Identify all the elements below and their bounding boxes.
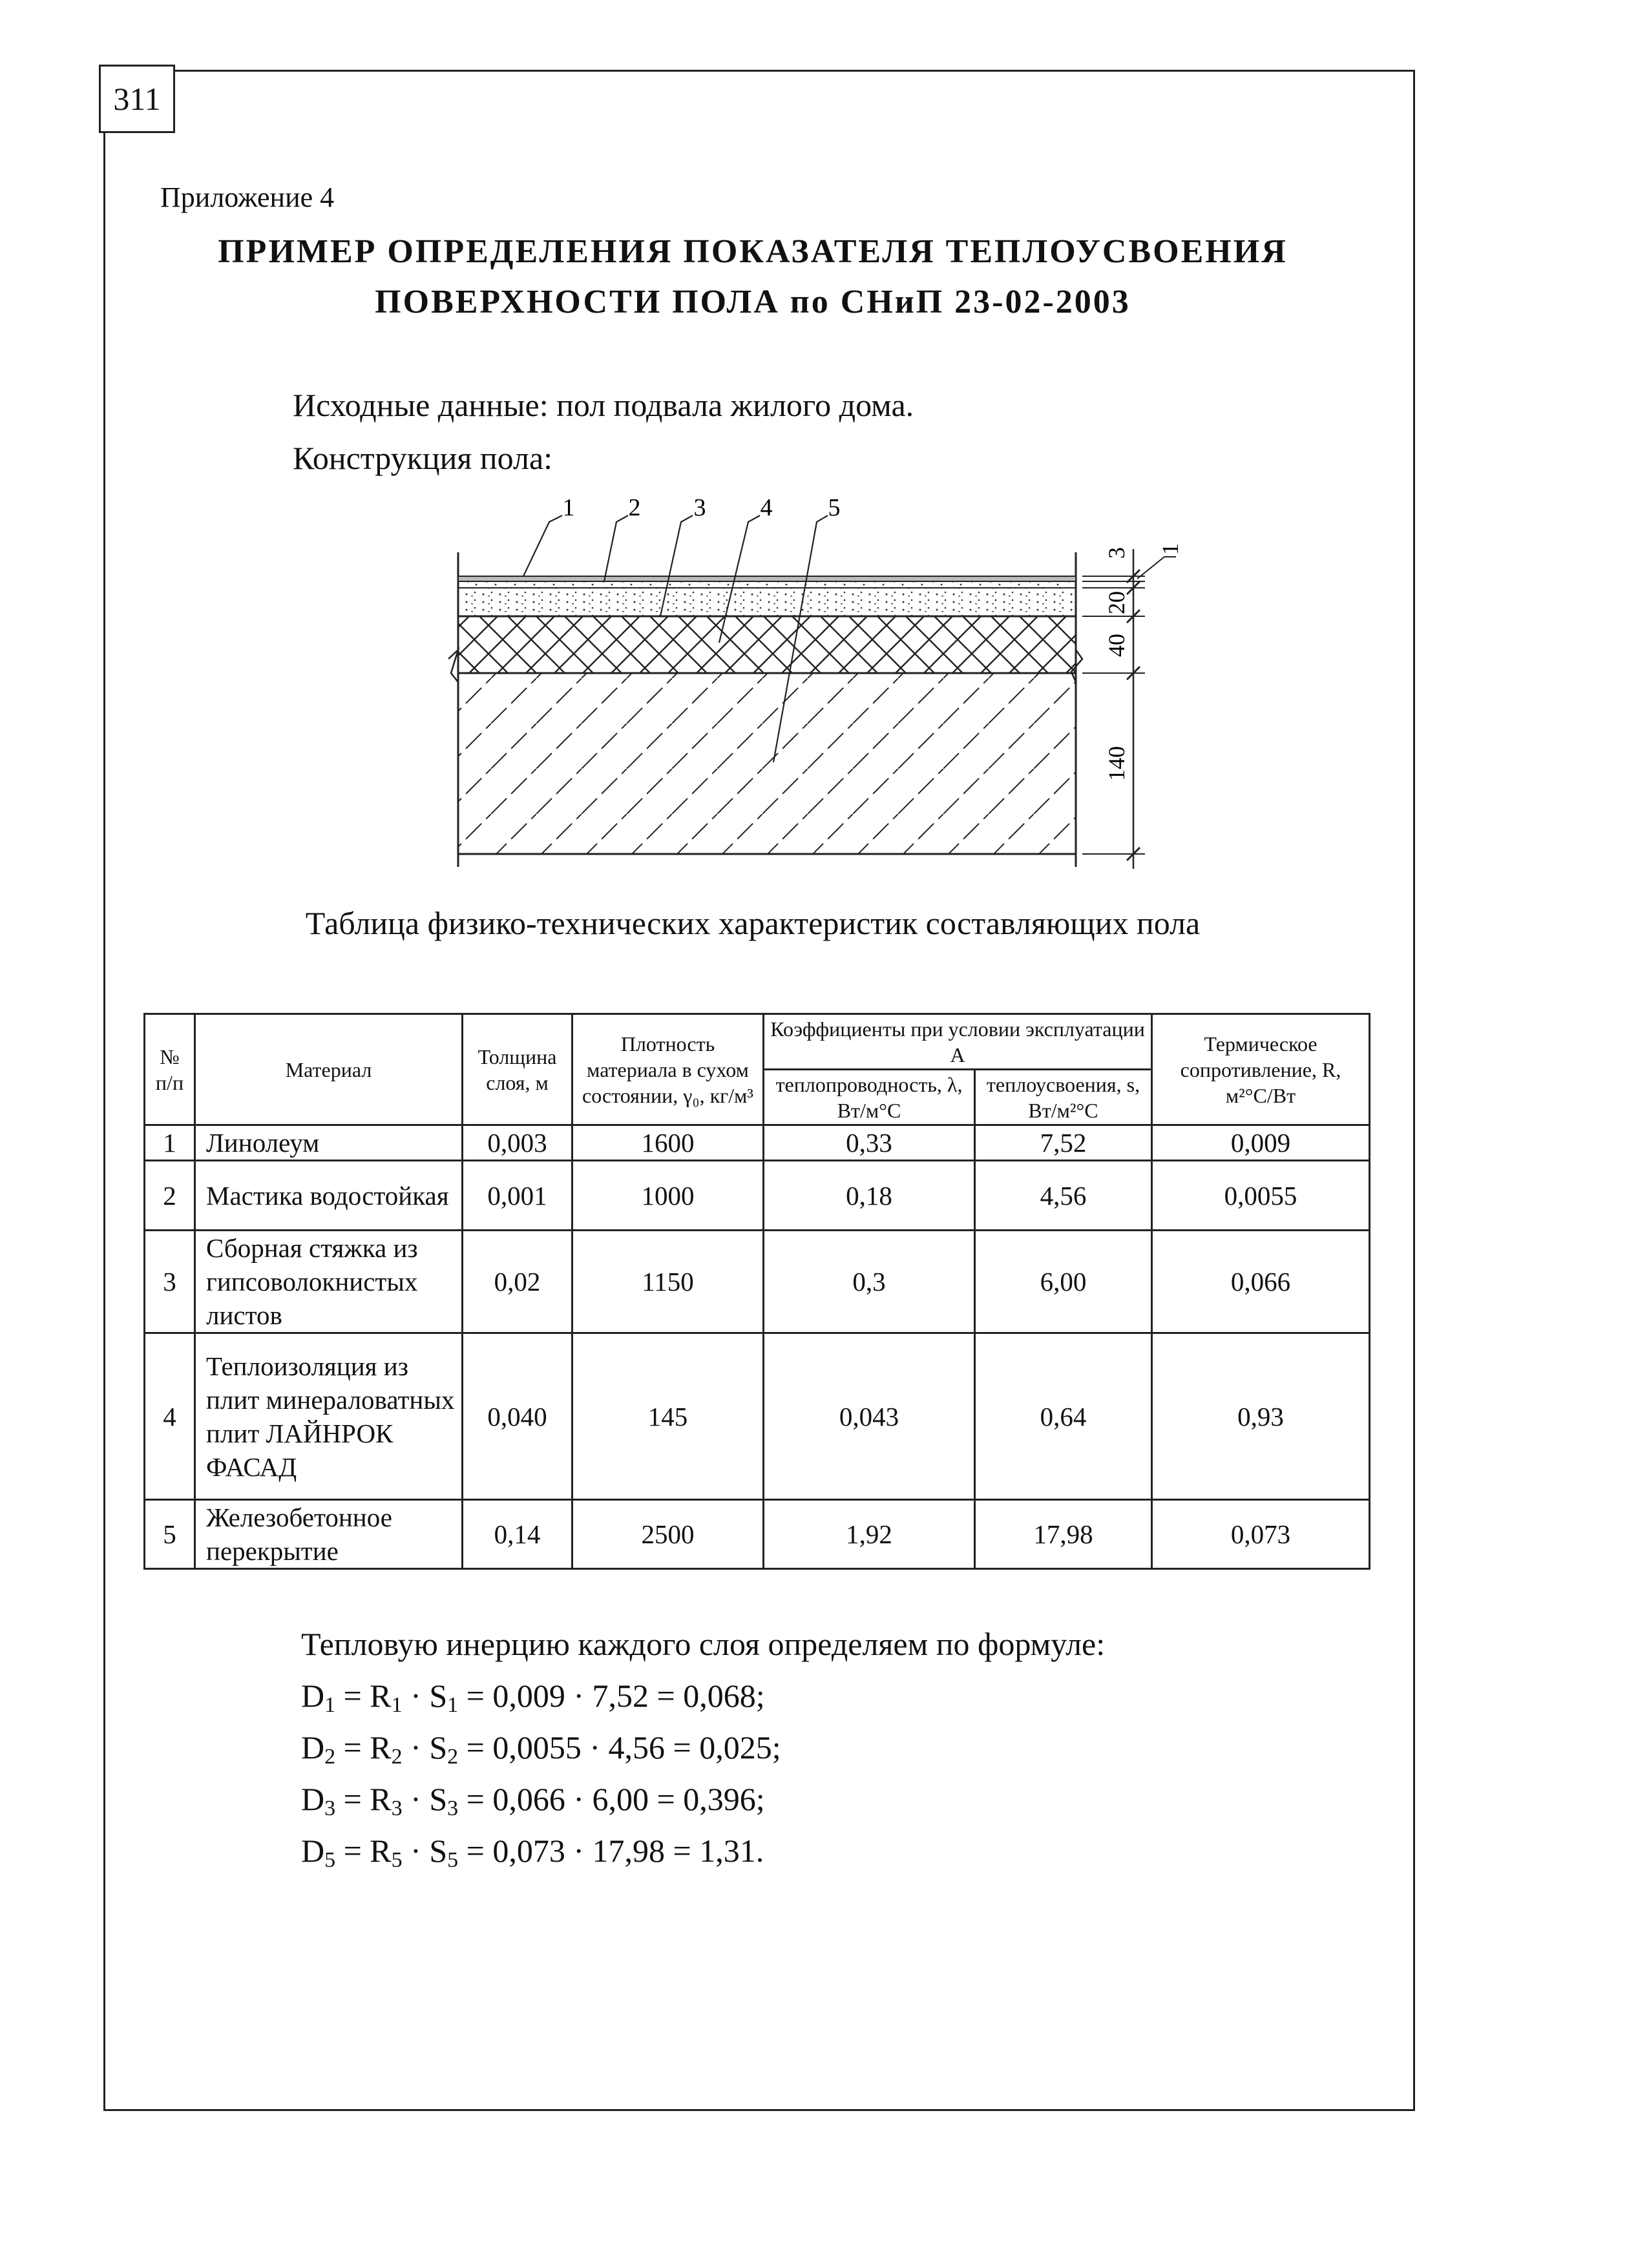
cell-conductivity: 0,043 — [764, 1333, 975, 1500]
dim-label-20: 20 — [1104, 591, 1129, 614]
cell-resistance: 0,009 — [1152, 1125, 1370, 1161]
cell-density: 1000 — [572, 1161, 764, 1231]
cell-density: 145 — [572, 1333, 764, 1500]
formula-line: $D_2 = R_2 \cdot S_2 = 0,0055 \cdot 4,56 = 0,025$; — [301, 1729, 781, 1769]
cell-thickness: 0,003 — [463, 1125, 572, 1161]
cell-resistance: 0,066 — [1152, 1231, 1370, 1333]
header-num: № п/п — [145, 1014, 195, 1125]
header-thickness: Толщина слоя, м — [463, 1014, 572, 1125]
cell-density: 1600 — [572, 1125, 764, 1161]
header-conductivity: теплопроводность, λ, Вт/м°С — [764, 1070, 975, 1125]
cell-material: Железобетонное перекрытие — [195, 1500, 463, 1569]
cell-density: 2500 — [572, 1500, 764, 1569]
formula-line: $D_5 = R_5 \cdot S_5 = 0,073 \cdot 17,98 = 1,31$. — [301, 1833, 764, 1872]
table-row — [145, 1161, 1370, 1231]
properties-table — [143, 1013, 1370, 1570]
table-row — [145, 1231, 1370, 1333]
cell-num: 2 — [145, 1161, 195, 1231]
header-density: Плотность материала в сухом состоянии, γ₀, кг/м³ — [572, 1014, 764, 1125]
formula-line: $D_1 = R_1 \cdot S_1 = 0,009 \cdot 7,52 = 0,068$; — [301, 1678, 765, 1717]
appendix-label: Приложение 4 — [160, 182, 335, 213]
leader-2 — [604, 515, 628, 581]
floor-construction-drawing — [446, 497, 1215, 882]
cell-absorption: 6,00 — [975, 1231, 1152, 1333]
cell-density: 1150 — [572, 1231, 764, 1333]
layer-insulation — [458, 616, 1076, 673]
initial-data-text: Исходные данные: пол подвала жилого дома. — [293, 387, 914, 423]
cell-thickness: 0,001 — [463, 1161, 572, 1231]
dim-label-40: 40 — [1104, 634, 1129, 657]
cell-absorption: 7,52 — [975, 1125, 1152, 1161]
cell-absorption: 4,56 — [975, 1161, 1152, 1231]
dim-label-1: 1 — [1157, 543, 1183, 555]
dim-label-3: 3 — [1104, 547, 1129, 559]
cell-material: Мастика водостойкая — [195, 1161, 463, 1231]
header-coefficients: Коэффициенты при условии эксплуатации А — [764, 1014, 1152, 1070]
table-row — [145, 1500, 1370, 1569]
cell-thickness: 0,040 — [463, 1333, 572, 1500]
title-line-2: ПОВЕРХНОСТИ ПОЛА по СНиП 23-02-2003 — [375, 284, 1131, 320]
drawing-label-4: 4 — [760, 497, 773, 521]
header-absorption: теплоусвоения, s, Вт/м²°С — [975, 1070, 1152, 1125]
drawing-label-3: 3 — [693, 497, 706, 521]
cell-material: Линолеум — [195, 1125, 463, 1161]
cell-num: 4 — [145, 1333, 195, 1500]
table-row — [145, 1333, 1370, 1500]
cell-num: 5 — [145, 1500, 195, 1569]
layer-concrete — [458, 673, 1076, 854]
formulas-block — [301, 1618, 1105, 1877]
cell-material: Сборная стяжка из гипсоволокнистых листов — [195, 1231, 463, 1333]
leader-1 — [523, 515, 562, 576]
cell-resistance: 0,073 — [1152, 1500, 1370, 1569]
drawing-label-2: 2 — [628, 497, 641, 521]
cell-thickness: 0,02 — [463, 1231, 572, 1333]
title-line-1: ПРИМЕР ОПРЕДЕЛЕНИЯ ПОКАЗАТЕЛЯ ТЕПЛОУСВОЕНИЯ — [218, 233, 1288, 270]
drawing-label-1: 1 — [562, 497, 575, 521]
cell-material: Теплоизоляция из плит минераловатных плит ЛАЙНРОК ФАСАД — [195, 1333, 463, 1500]
table-caption: Таблица физико-технических характеристик составляющих пола — [305, 905, 1201, 941]
dim-label-140: 140 — [1104, 746, 1129, 781]
drawing-label-5: 5 — [828, 497, 841, 521]
cell-conductivity: 0,3 — [764, 1231, 975, 1333]
cell-conductivity: 1,92 — [764, 1500, 975, 1569]
cell-resistance: 0,0055 — [1152, 1161, 1370, 1231]
cell-num: 3 — [145, 1231, 195, 1333]
cell-thickness: 0,14 — [463, 1500, 572, 1569]
cell-num: 1 — [145, 1125, 195, 1161]
cell-absorption: 0,64 — [975, 1333, 1152, 1500]
cell-absorption: 17,98 — [975, 1500, 1152, 1569]
cell-conductivity: 0,18 — [764, 1161, 975, 1231]
layer-screed — [458, 588, 1076, 616]
cell-conductivity: 0,33 — [764, 1125, 975, 1161]
formulas-intro: Тепловую инерцию каждого слоя определяем по формуле: — [301, 1626, 1106, 1662]
table-row — [145, 1125, 1370, 1161]
cell-resistance: 0,93 — [1152, 1333, 1370, 1500]
header-resistance: Термическое сопротивление, R, м²°С/Вт — [1152, 1014, 1370, 1125]
page-number: 311 — [99, 65, 175, 133]
construction-label: Конструкция пола: — [293, 440, 553, 476]
layer-linoleum — [458, 576, 1076, 581]
layer-mastic — [458, 581, 1076, 588]
header-material: Материал — [195, 1014, 463, 1125]
formula-line: $D_3 = R_3 \cdot S_3 = 0,066 \cdot 6,00 = 0,396$; — [301, 1781, 765, 1820]
